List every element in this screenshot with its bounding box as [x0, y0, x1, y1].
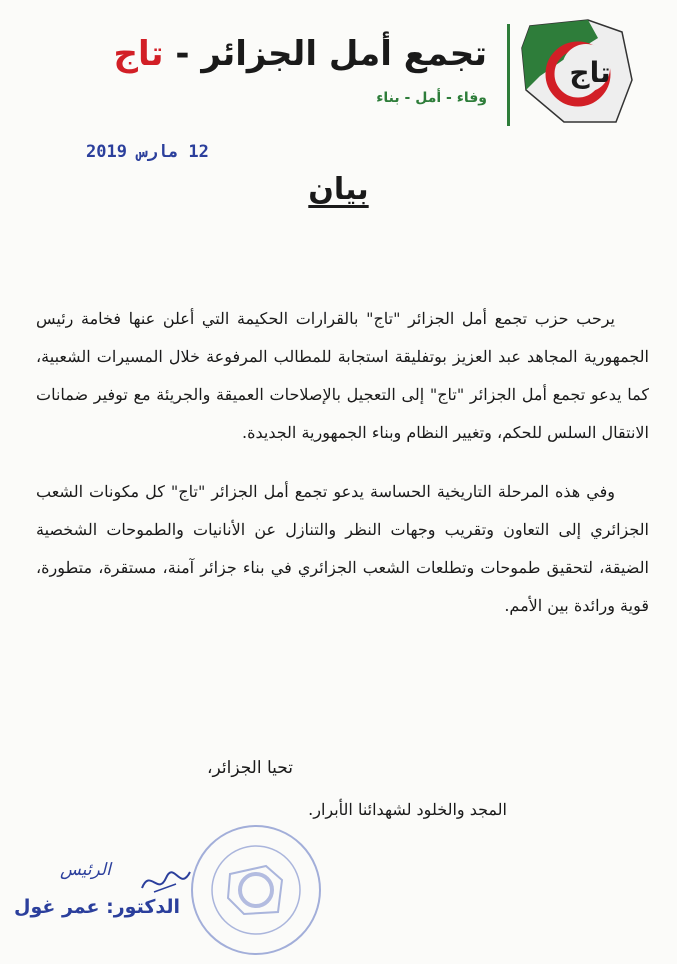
president-title: الرئيس — [60, 860, 111, 880]
logo-text: تاج — [569, 56, 611, 89]
official-seal — [186, 820, 326, 964]
header-divider — [507, 24, 510, 126]
closing-line-1: تحيا الجزائر، — [207, 758, 293, 778]
party-name — [114, 34, 488, 74]
party-name-short: تاج — [113, 34, 164, 74]
party-name-main: تجمع أمل الجزائر - — [163, 34, 487, 74]
statement-body — [36, 300, 649, 646]
president-name: الدكتور: عمر غول — [14, 896, 181, 918]
closing-line-2: المجد والخلود لشهدائنا الأبرار. — [308, 800, 507, 819]
party-logo — [518, 18, 636, 128]
party-slogan: وفاء - أمل - بناء — [376, 90, 487, 106]
paragraph: وفي هذه المرحلة التاريخية الحساسة يدعو تجمع أمل الجزائر "تاج" كل مكونات الشعب الجزائري إلى التعاون وتقريب وجهات النظر والتنازل عن الأنانيات والطموحات الشخصية الضيقة، لتحقيق طموحات وتطلعات الشعب الجزائري في بناء جزائر آمنة، مستقرة، متطورة، قوية ورائدة بين الأمم. — [36, 482, 650, 615]
document-title-text: بيان — [308, 172, 369, 207]
paragraph: يرحب حزب تجمع أمل الجزائر "تاج" بالقرارات الحكيمة التي أعلن عنها فخامة رئيس الجمهورية المجاهد عبد العزيز بوتفليقة استجابة للمطالب المرفوعة خلال المسيرات الشعبية، كما يدعو تجمع أمل الجزائر "تاج" إلى التعجيل بالإصلاحات العميقة والجريئة مع توفير ضمانات الانتقال السلس للحكم، وتغيير النظام وبناء الجمهورية الجديدة. — [36, 309, 649, 442]
date-stamp: 12 مارس 2019 — [86, 142, 209, 162]
document-title — [0, 172, 677, 207]
